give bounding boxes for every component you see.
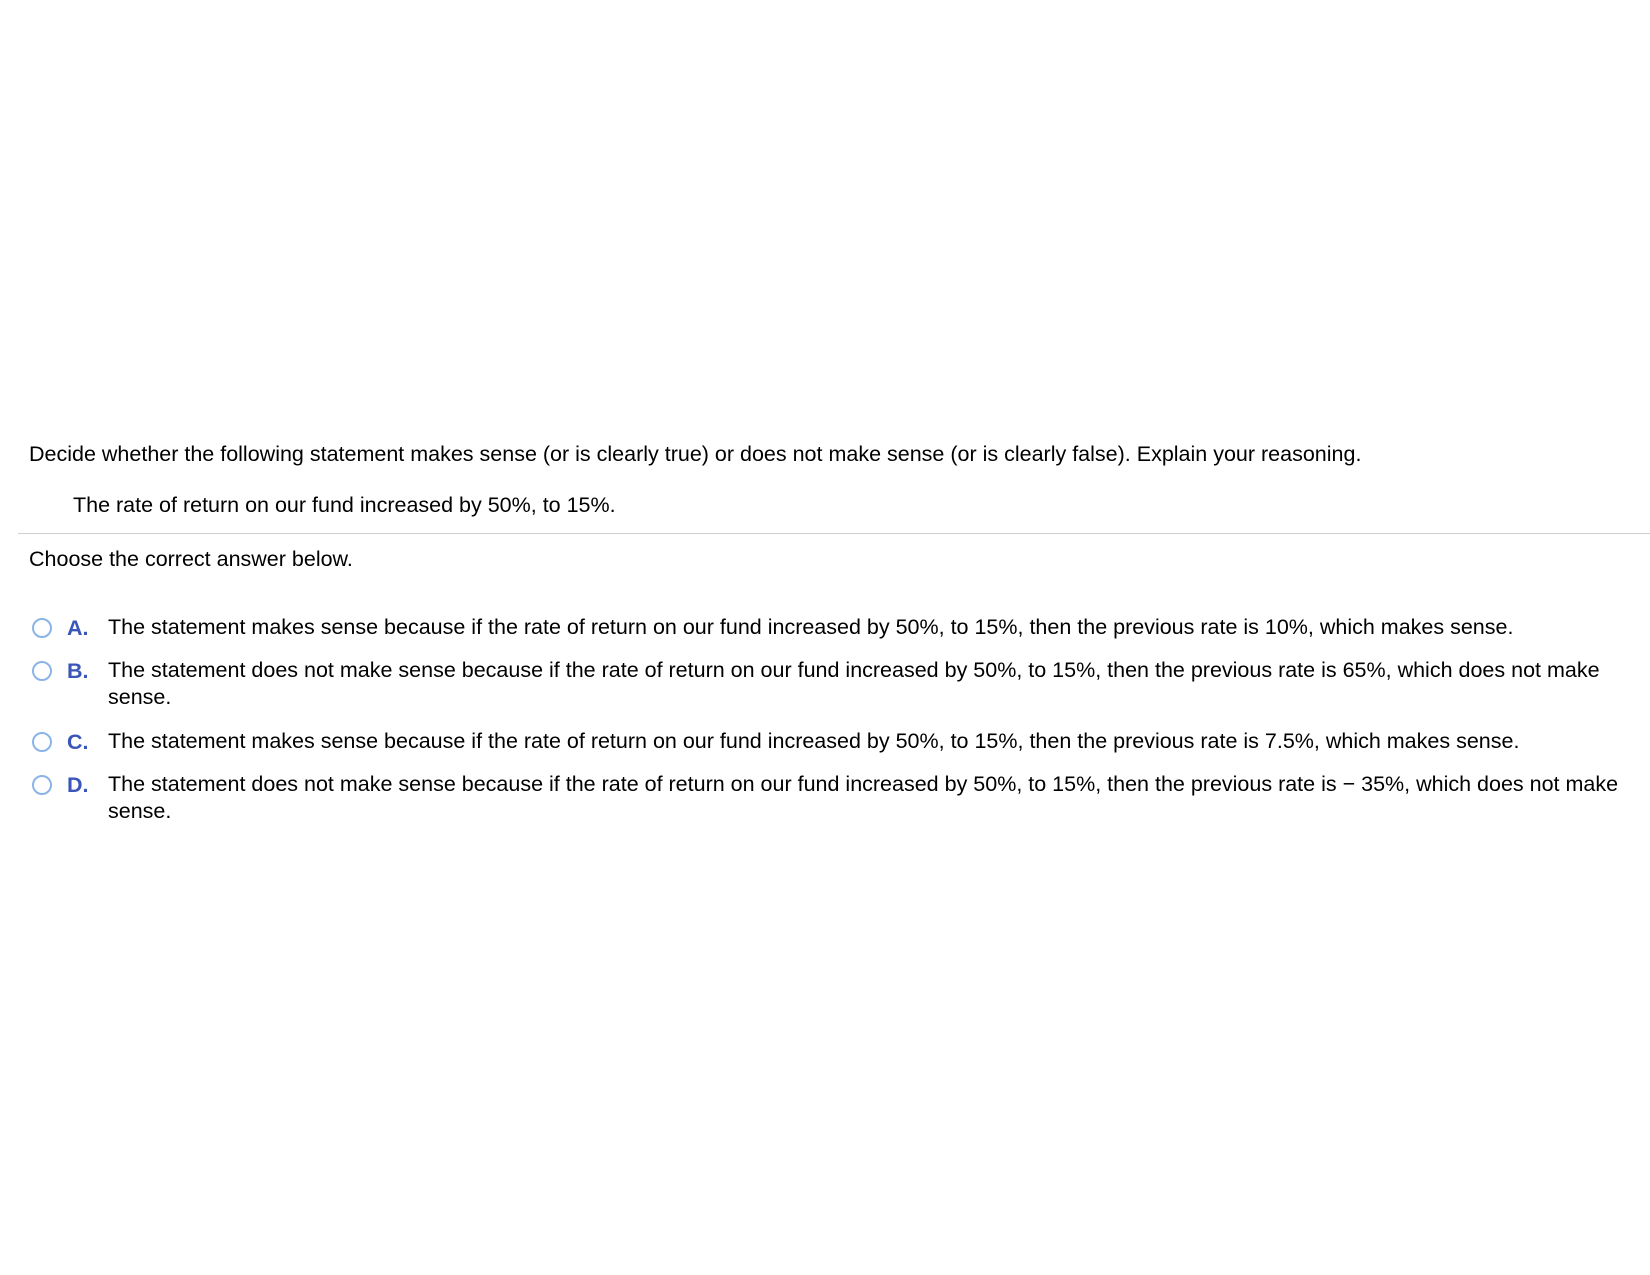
radio-button-icon[interactable] <box>32 618 52 638</box>
question-statement: The rate of return on our fund increased by 50%, to 15%. <box>73 493 616 517</box>
option-letter: D. <box>67 773 89 797</box>
radio-button-icon[interactable] <box>32 732 52 752</box>
option-letter: A. <box>67 616 89 640</box>
radio-button-icon[interactable] <box>32 661 52 681</box>
option-text: The statement makes sense because if the rate of return on our fund increased by 50%, to 15%, then the previous rate is 7.5%, which makes sense. <box>108 729 1520 753</box>
divider <box>18 533 1650 534</box>
option-text: The statement does not make sense because if the rate of return on our fund increased by 50%, to 15%, then the previous rate is 65%, which does not make sense. <box>108 658 1600 709</box>
option-letter: B. <box>67 659 89 683</box>
radio-button-icon[interactable] <box>32 775 52 795</box>
question-instruction: Decide whether the following statement makes sense (or is clearly true) or does not make sense (or is clearly false). Explain your reasoning. <box>29 442 1362 466</box>
answer-prompt: Choose the correct answer below. <box>29 547 353 571</box>
option-letter: C. <box>67 730 89 754</box>
option-text: The statement does not make sense because if the rate of return on our fund increased by 50%, to 15%, then the previous rate is − 35%, which does not make sense. <box>108 772 1619 823</box>
option-text: The statement makes sense because if the rate of return on our fund increased by 50%, to 15%, then the previous rate is 10%, which makes sense. <box>108 615 1514 639</box>
